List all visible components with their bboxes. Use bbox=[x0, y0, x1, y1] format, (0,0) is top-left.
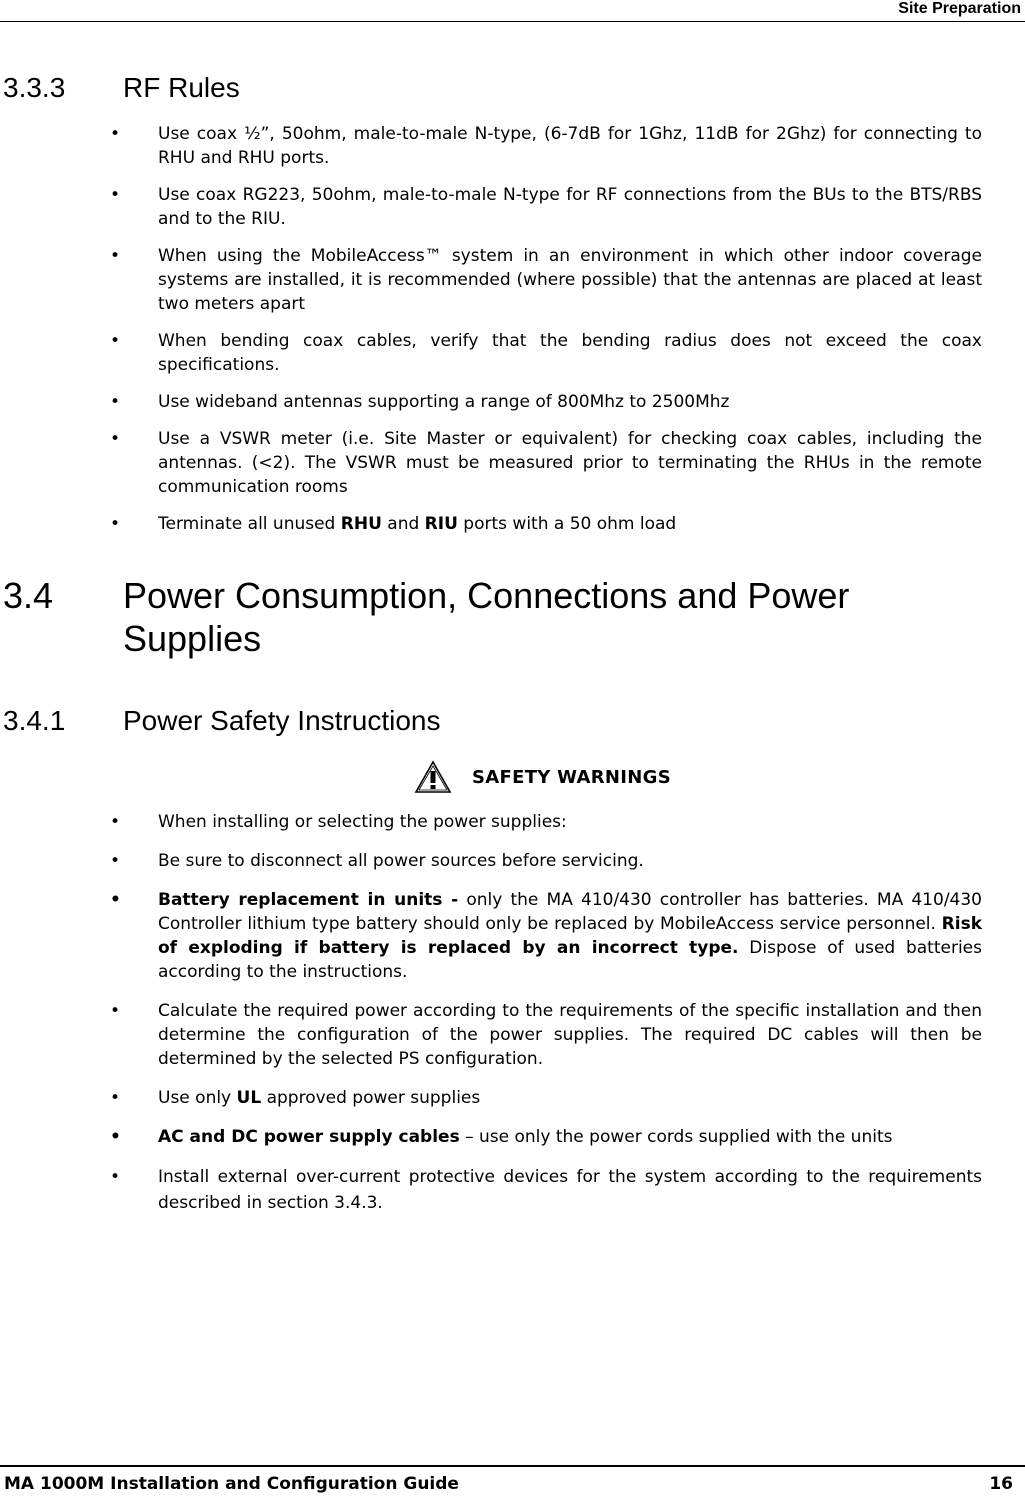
list-item-text: approved power supplies bbox=[261, 1088, 481, 1108]
warning-triangle-icon bbox=[414, 760, 452, 794]
riu-term: RIU bbox=[424, 514, 458, 534]
heading-title: RF Rules bbox=[123, 72, 240, 103]
list-item bbox=[110, 810, 982, 834]
list-item-text: When bending coax cables, verify that the bending radius does not exceed the coax specifications. bbox=[158, 331, 982, 375]
bullet-icon: • bbox=[110, 890, 121, 910]
footer-guide-title: MA 1000M Installation and Configuration Guide bbox=[4, 1474, 459, 1494]
safety-warnings-label: SAFETY WARNINGS bbox=[472, 766, 671, 788]
bullet-icon: • bbox=[110, 331, 121, 351]
list-item-text: Be sure to disconnect all power sources before servicing. bbox=[158, 851, 644, 871]
heading-number: 3.4.1 bbox=[3, 705, 66, 736]
battery-replacement-term: Battery replacement in units - bbox=[158, 890, 459, 910]
list-item-text: Terminate all unused bbox=[158, 514, 341, 534]
cables-term: AC and DC power supply cables bbox=[158, 1127, 460, 1147]
list-item bbox=[110, 512, 982, 536]
list-item-text: . bbox=[377, 1193, 383, 1213]
list-item-text: When installing or selecting the power supplies: bbox=[158, 812, 567, 832]
list-item bbox=[110, 329, 982, 377]
page-footer bbox=[0, 1465, 1025, 1499]
bullet-icon: • bbox=[110, 1127, 121, 1147]
list-item-text: When using the MobileAccess™ system in an environment in which other indoor coverage systems are installed, it is recommended (where possible) that the antennas are placed at least two meters apart bbox=[158, 246, 982, 314]
heading-title-line1: Power Consumption, Connections and Power bbox=[123, 575, 850, 616]
header-title: Site Preparation bbox=[898, 0, 1021, 17]
list-item-text: and bbox=[381, 514, 425, 534]
bullet-icon: • bbox=[110, 514, 121, 534]
bullet-icon: • bbox=[110, 429, 121, 449]
list-item bbox=[110, 244, 982, 316]
rhu-term: RHU bbox=[340, 514, 382, 534]
list-item-text: Install external over-current protective devices for the system according to the requirements described in section bbox=[158, 1167, 982, 1213]
bullet-icon: • bbox=[110, 392, 121, 412]
bullet-icon: • bbox=[110, 1088, 121, 1108]
bullet-icon: • bbox=[110, 185, 121, 205]
ul-term: UL bbox=[236, 1088, 262, 1108]
list-item bbox=[110, 183, 982, 231]
list-item-text: ports with a 50 ohm load bbox=[457, 514, 677, 534]
list-item-text: Use coax RG223, 50ohm, male-to-male N-type for RF connections from the BUs to the BTS/RBS and to the RIU. bbox=[158, 185, 982, 229]
list-item-text: Use wideband antennas supporting a range of 800Mhz to 2500Mhz bbox=[158, 392, 730, 412]
bullet-icon: • bbox=[110, 1167, 121, 1187]
list-item bbox=[110, 999, 982, 1071]
bullet-icon: • bbox=[110, 812, 121, 832]
rf-rules-list bbox=[110, 122, 982, 536]
bullet-icon: • bbox=[110, 124, 121, 144]
list-item-text: Dispose of used batteries according to the instructions. bbox=[158, 938, 982, 982]
page-number: 16 bbox=[989, 1474, 1013, 1494]
bullet-icon: • bbox=[110, 1001, 121, 1021]
list-item bbox=[110, 122, 982, 170]
page-header bbox=[0, 0, 1025, 22]
list-item bbox=[110, 427, 982, 499]
section-reference-link[interactable]: 3.4.3 bbox=[334, 1193, 378, 1213]
list-item-text: Calculate the required power according to the requirements of the specific installation and then determine the configuration of the power supplies. The required DC cables will then be determined by the selected PS configuration. bbox=[158, 1001, 982, 1069]
list-item bbox=[110, 1086, 982, 1110]
heading-number: 3.4 bbox=[3, 575, 54, 616]
list-item-text: Use coax ½”, 50ohm, male-to-male N-type, (6-7dB for 1Ghz, 11dB for 2Ghz) for connecting to RHU and RHU ports. bbox=[158, 124, 982, 168]
list-item bbox=[110, 849, 982, 873]
heading-title: Power Safety Instructions bbox=[123, 705, 441, 736]
risk-warning-text: Risk of exploding if battery is replaced by an incorrect type. bbox=[158, 914, 982, 958]
list-item bbox=[110, 390, 982, 414]
bullet-icon: • bbox=[110, 246, 121, 266]
safety-warning-banner bbox=[0, 760, 1025, 796]
list-item-text: Use a VSWR meter (i.e. Site Master or equivalent) for checking coax cables, including the antennas. (<2). The VSWR must be measured prior to terminating the RHUs in the remote communication rooms bbox=[158, 429, 982, 497]
list-item bbox=[110, 1164, 982, 1216]
safety-list bbox=[110, 810, 982, 1216]
heading-number: 3.3.3 bbox=[3, 72, 66, 103]
heading-title-line2: Supplies bbox=[123, 618, 262, 659]
list-item-text: Use only bbox=[158, 1088, 237, 1108]
list-item bbox=[110, 888, 982, 984]
bullet-icon: • bbox=[110, 851, 121, 871]
list-item-text: – use only the power cords supplied with the units bbox=[459, 1127, 893, 1147]
list-item-text: only the MA 410/430 controller has batteries. MA 410/430 Controller lithium type battery should only be replaced by MobileAccess service personnel. bbox=[158, 890, 982, 934]
list-item bbox=[110, 1125, 982, 1149]
